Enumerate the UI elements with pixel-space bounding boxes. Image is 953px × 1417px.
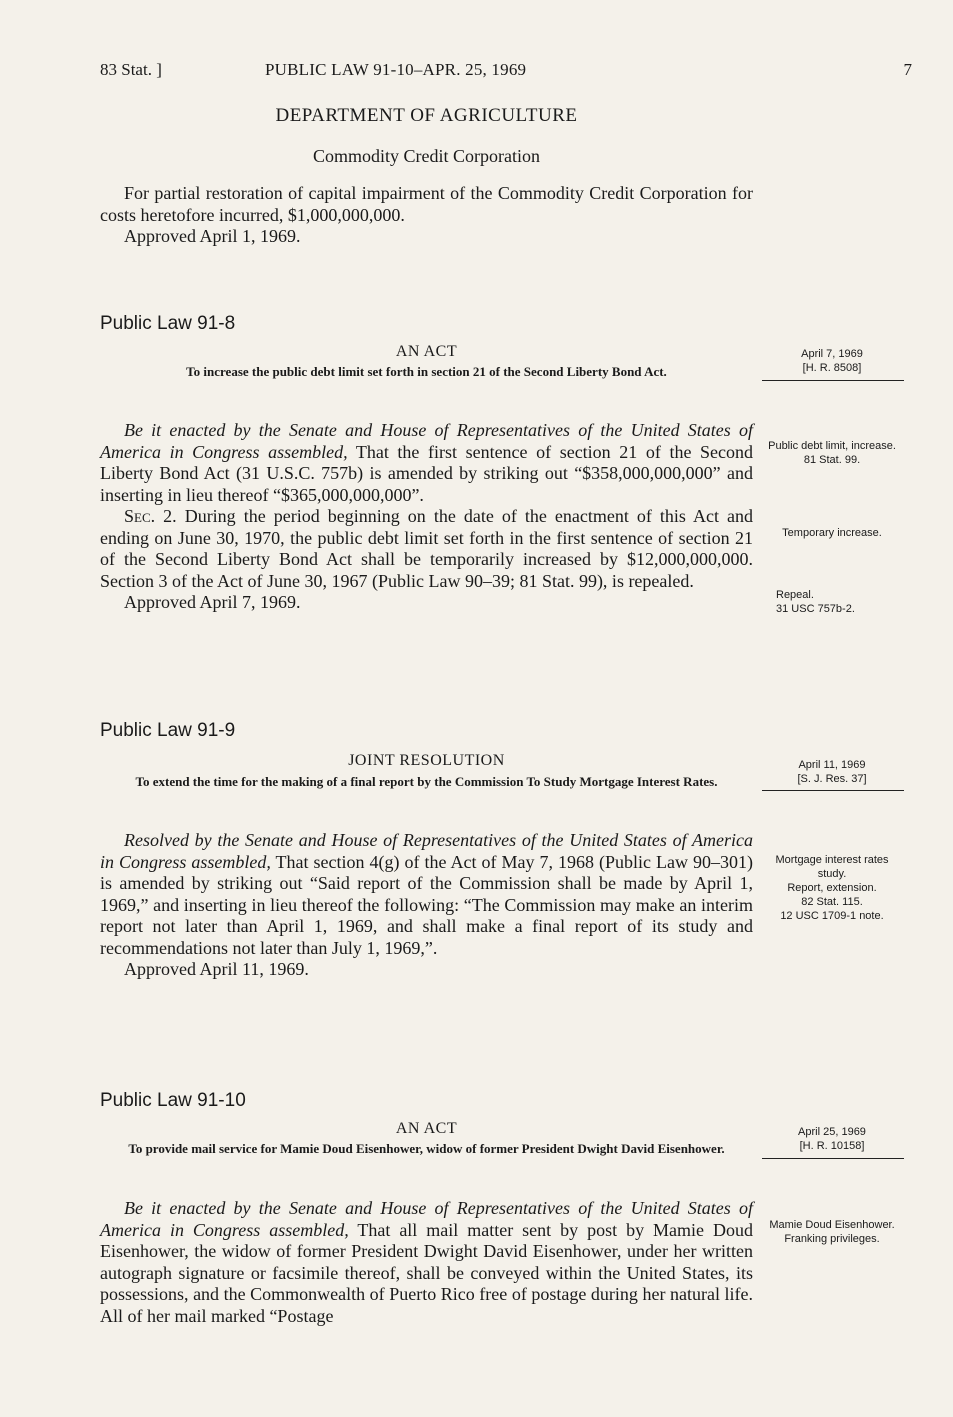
margin-81-stat: 81 Stat. 99. <box>803 454 861 466</box>
law-91-10-enacting-italic: Be it enacted by the Senate and House of Representatives of the United States of America in Congress assembled, <box>100 1198 753 1240</box>
department-title: DEPARTMENT OF AGRICULTURE <box>275 105 578 126</box>
header-title: PUBLIC LAW 91-10–APR. 25, 1969 <box>265 60 527 79</box>
law-91-8-approved: Approved April 7, 1969. <box>124 592 301 612</box>
law-91-8-date: April 7, 1969 <box>801 348 863 360</box>
law-91-8-title: To increase the public debt limit set forth in section 21 of the Second Liberty Bond Act. <box>186 364 667 379</box>
law-91-8-enacting-clause <box>100 420 753 506</box>
law-91-8-enacting-text: That the first sentence of section 21 of the Second Liberty Bond Act (31 U.S.C. 757b) is amended by striking out “$358,000,000,000” and inserting in lieu thereof “$365,000,000,000”. <box>100 441 754 505</box>
department-section <box>100 183 753 247</box>
law-91-10-title: To provide mail service for Mamie Doud Eisenhower, widow of former President Dwight David Eisenhower. <box>128 1141 725 1156</box>
law-91-9-margin-notes <box>762 853 902 923</box>
law-91-8-bill: [H. R. 8508] <box>802 362 862 374</box>
stat-reference: 83 Stat. ] <box>100 60 162 79</box>
margin-repeal: Repeal. <box>776 589 814 601</box>
law-91-8-margin-note-3 <box>762 588 902 616</box>
law-91-9-resolving-text: That section 4(g) of the Act of May 7, 1968 (Public Law 90–301) is amended by striking out “Said report of the Commission shall be made by April 1, 1969,” and inserting in lieu thereof the following: “The Commission may make an interim report not later than April 1, 1969, and shall make a final report of its study and recommendations not later than July 1, 1969,”. <box>100 851 753 958</box>
law-91-10-bill: [H. R. 10158] <box>799 1140 865 1152</box>
law-91-8-margin-note-1 <box>762 439 902 467</box>
law-91-9-act-type: JOINT RESOLUTION <box>348 752 505 769</box>
law-91-9-title: To extend the time for the making of a final report by the Commission To Study Mortgage Interest Rates. <box>135 774 718 789</box>
law-91-8-sec2-label: Sec. 2. <box>124 506 177 526</box>
law-91-10-act-type: AN ACT <box>395 1120 458 1137</box>
law-91-8-heading: Public Law 91-8 <box>100 313 236 334</box>
law-91-10-date: April 25, 1969 <box>798 1126 866 1138</box>
law-91-10-side-info <box>762 1125 902 1153</box>
law-91-8-body <box>100 420 753 614</box>
law-91-8-side-info <box>762 347 902 375</box>
law-91-10-heading: Public Law 91-10 <box>100 1090 246 1111</box>
law-91-8-act-type: AN ACT <box>395 343 458 360</box>
law-91-9-resolving-italic: Resolved by the Senate and House of Representatives of the United States of America in Congress assembled, <box>100 830 753 872</box>
margin-public-debt: Public debt limit, increase. <box>768 440 896 452</box>
margin-82-stat: 82 Stat. 115. <box>801 896 863 908</box>
law-91-10-margin-notes <box>762 1218 902 1246</box>
law-91-9-side-info <box>762 758 902 786</box>
margin-report-extension: Report, extension. <box>787 882 877 894</box>
department-approved: Approved April 1, 1969. <box>124 226 301 246</box>
law-91-9-resolving-clause <box>100 830 753 959</box>
law-91-9-rule <box>762 790 904 791</box>
law-91-8-rule <box>762 380 904 381</box>
law-91-9-date: April 11, 1969 <box>798 759 866 771</box>
law-91-8-margin-note-2: Temporary increase. <box>782 527 882 539</box>
running-header <box>100 60 912 86</box>
law-91-8-section-2 <box>100 506 753 592</box>
law-91-9-heading: Public Law 91-9 <box>100 720 236 741</box>
page-number: 7 <box>903 60 912 79</box>
law-91-9-approved: Approved April 11, 1969. <box>124 959 309 979</box>
law-91-8-enacting-italic: Be it enacted by the Senate and House of Representatives of the United States of America in Congress assembled, <box>100 420 753 462</box>
law-91-10-body <box>100 1198 753 1327</box>
law-91-9-bill: [S. J. Res. 37] <box>797 773 867 785</box>
law-91-10-enacting-text: That all mail matter sent by post by Mamie Doud Eisenhower, the widow of former President Dwight David Eisenhower, under her written autograph signature or facsimile thereof, shall be conveyed within the United States, its possessions, and the Commonwealth of Puerto Rico free of postage during her natural life. All of her mail marked “Postage <box>100 1219 753 1326</box>
law-91-10-enacting-clause <box>100 1198 753 1327</box>
law-91-8-sec2-text: During the period beginning on the date of the enactment of this Act and ending on June 30, 1970, the public debt limit set forth in the first sentence of section 21 of the Second Liberty Bond Act shall be temporarily increased by $12,000,000,000. Section 3 of the Act of June 30, 1967 (Public Law 90–39; 81 Stat. 99), is repealed. <box>100 506 753 591</box>
law-91-10-rule <box>762 1158 904 1159</box>
margin-franking: Franking privileges. <box>784 1233 880 1245</box>
margin-12-usc: 12 USC 1709-1 note. <box>780 910 884 922</box>
margin-31-usc: 31 USC 757b-2. <box>776 603 855 615</box>
margin-mamie-doud: Mamie Doud Eisenhower. <box>769 1219 895 1231</box>
margin-mortgage: Mortgage interest rates study. <box>775 854 889 880</box>
department-text: For partial restoration of capital impairment of the Commodity Credit Corporation for costs heretofore incurred, $1,000,000,000. <box>100 183 753 225</box>
law-91-9-body <box>100 830 753 981</box>
department-subtitle: Commodity Credit Corporation <box>313 146 540 166</box>
